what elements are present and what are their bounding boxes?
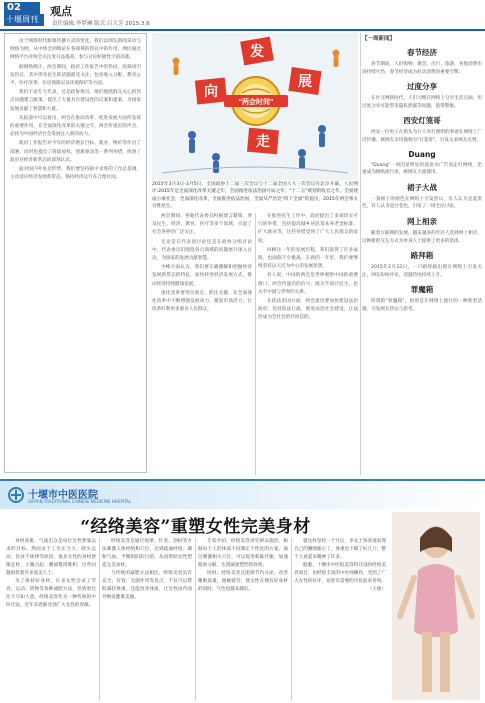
page-number: 02 xyxy=(4,2,40,14)
hospital-name-english: SHIYAN TRADITIONAL CHINESE MEDICINE HOSPITAL xyxy=(28,499,132,504)
page-header xyxy=(0,0,485,30)
column-divider xyxy=(255,213,256,475)
article-column-1 xyxy=(6,538,96,701)
middle-paragraph: 回顾这一年的发展历程，我们取得了许多成绩，也面临不少挑战。在新的一年里，我们要继续坚持以人民为中心的发展思想。 xyxy=(258,247,358,270)
middle-column-b xyxy=(258,213,358,475)
left-column xyxy=(4,33,147,473)
weekly-news-tag: 【一周新闻】 xyxy=(362,36,396,42)
sign-label: 发 xyxy=(250,44,264,60)
header-rule xyxy=(0,29,485,31)
news-item-title: 裙子大战 xyxy=(407,182,437,192)
two-sessions-illustration xyxy=(152,33,358,180)
article-paragraph: 身材高挑、气质出众是每位女性梦寐以求的目标。然而由于工作压力大、缺少运动、饮食不规律等原因，很多女性的身材逐渐走样，小腹凸起、腰部赘肉堆积，这些问题困扰着许多爱美人士。 xyxy=(6,539,96,576)
news-item-title: Duang xyxy=(408,149,436,159)
hospital-banner xyxy=(0,479,485,509)
news-item-body: "Duang"一词因某明星的洗发水广告而走红网络，迅速成为网络流行语，被网友大量使用。 xyxy=(362,162,482,176)
news-item-body: 春节期间，人们购物、聚会、出行、旅游，各地消费市场持续火热，春节经济成为拉动消费的重要引擎。 xyxy=(362,62,482,75)
article-column-4 xyxy=(294,538,386,701)
left-paragraph: 政府工作报告对今年的经济增长目标、就业、物价等作出了部署，同时也提出了简政放权、创新驱动等一系列举措，体现了政府对经济新常态的深刻认识。 xyxy=(10,141,141,163)
hospital-name: 十堰市中医医院 xyxy=(28,490,98,501)
news-item-title: 春节经济 xyxy=(407,48,437,57)
column-divider xyxy=(291,538,292,701)
article-paragraph: 就这样坚持一个月后，李女士惊喜地发现自己的腰围缩小了，体重也下降了好几斤，整个人看起来精神了许多。 xyxy=(294,539,386,560)
middle-column-a xyxy=(152,213,252,475)
middle-paragraph: 有人说，中国的两会是世界观察中国的重要窗口，两会传递出的信号，既关乎国计民生，也关乎中国与世界的关系。 xyxy=(258,273,358,295)
news-item-title: 过度分享 xyxy=(407,82,437,92)
section-title: 观点 xyxy=(50,5,72,18)
weekly-news-column xyxy=(362,32,482,476)
left-paragraph: 据网络统计，两会期间，政府工作报告中的热词、高频词引发热议，其中涉及民生的话题最受关注，包括收入分配、教育公平、医疗改革、住房保障以及环境保护等方面。 xyxy=(10,64,141,87)
article-column-3 xyxy=(198,538,288,701)
middle-paragraph: 两会期间，各地代表委员积极建言献策，涉及民生、经济、教育、医疗等多个领域，引起了社会各界的广泛关注。 xyxy=(152,214,252,236)
middle-paragraph: 少峰方面认为，我们要正确理解和把握经济发展新常态的特征，加快转变经济发展方式，推动经济持续健康发展。 xyxy=(152,265,252,287)
article-paragraph: 经络美容是通过按摩、针灸、刮痧等方法刺激人体经络和穴位，达到疏通经络、调和气血、平衡阴阳的目的，从而帮助女性塑造完美身材。 xyxy=(102,539,192,568)
news-item-body: 2015年2月22日，一只路拜箱出现在网络上引发关注，网友纷纷评论，话题热度持续上升。 xyxy=(362,265,482,278)
news-item-title: 网上相亲 xyxy=(407,216,437,226)
editor-credit: 责任编辑:李梦琳 版式:吕大芳 2015.3.6 xyxy=(52,21,150,27)
news-item-body: 随着互联网的发展，越来越多的年轻人选择网上相亲，这种新的交友方式为单身人士提供了更多的选择。 xyxy=(362,230,482,244)
news-item-body: 所谓的"罪魔箱"，指的是在网络上流行的一种新型话题，引发网友热议与思考。 xyxy=(362,299,482,312)
article-paragraph: 为了保持好身材，许多女性尝试了节食、运动、药物等各种减肥方法，但效果往往不尽如人意。经络美容作为一种传统的中医疗法，近年来逐渐受到广大女性的青睐。 xyxy=(6,579,96,608)
banner-text: "两会时间" xyxy=(238,98,274,106)
left-paragraph: 由于网络时代新闻传播方式的变化，我们以网友新闻采访与网络为例，从中体会到舆论在各领域的热议中的作用。网民通过网络平台对两会关注度日益提高，参与讨论积极性空前高涨。 xyxy=(10,39,141,61)
article-paragraph: 据悉，十堰市中医院美容科开设的经络美容项目，由经验丰富的中医师操作，受到了广大女性的好评，欢迎有需要的市民前来咨询。 xyxy=(294,563,386,584)
news-item-body: 在社交网络时代，人们习惯在网络上分享生活点滴，但过度分享可能带来隐私泄露等问题，值得警惕。 xyxy=(362,96,482,109)
sign-label: 向 xyxy=(204,84,218,100)
column-divider xyxy=(195,538,196,701)
article-column-2 xyxy=(102,538,192,701)
news-item-body: 一条裙子的颜色在网络上引发热议，有人认为是蓝黑色，有人认为是白金色，引发了一场全民讨论。 xyxy=(362,196,482,210)
article-paragraph: 同时，经络美容还能调节内分泌，改善睡眠质量，缓解疲劳，使女性在拥有好身材的同时，气色也越来越好。 xyxy=(198,571,288,592)
left-paragraph: 面对国内外复杂形势，我们要坚持稳中求进的工作总基调，主动适应经济发展新常态，保持经济运行在合理区间。 xyxy=(10,167,141,181)
article-headline: “经络美容”重塑女性完美身材 xyxy=(80,517,311,537)
column-divider xyxy=(360,33,361,475)
sign-label: 展 xyxy=(298,74,312,90)
middle-paragraph: 在依法治国方面，两会提出要加快建设法治政府，坚持依法行政，推进法治社会建设，让法治成为全社会的共同信仰。 xyxy=(258,299,358,321)
paper-name: 十堰周刊 xyxy=(4,14,44,26)
middle-paragraph: 无论是在代表团讨论还是在政协分组讨论中，代表委员们围绕各自领域的问题展开深入讨论，为国家的发展贡献智慧。 xyxy=(152,239,252,262)
news-item-title: 罪魔箱 xyxy=(410,285,434,295)
news-item-title: 路拜箱 xyxy=(410,251,434,261)
article-paragraph: 专家介绍，经络美容讲究辨证施治，根据每个人的体质不同制定个性化的方案。通过刺激相关穴位，可以促进新陈代谢，加速脂肪分解，达到减重塑形的效果。 xyxy=(198,539,288,568)
news-item-title: 西安灯笼哥 xyxy=(403,116,441,126)
article-photo xyxy=(392,512,480,700)
news-item-body: 西安一位男子在街头为行人举灯照明的事迹在网络上广泛传播，被网友亲切地称为"灯笼哥"，引发众多网友点赞。 xyxy=(362,130,482,143)
column-divider xyxy=(99,538,100,701)
medical-cross-icon xyxy=(8,487,24,503)
middle-paragraph: 在推进民生工作中，政府提出了多项切实可行的举措，包括提高城乡居民基本养老金标准、扩大就业等，这些举措受到了广大人民群众的欢迎。 xyxy=(258,214,358,244)
author-signature: （王惠） xyxy=(367,587,386,592)
left-paragraph: 我们不论专大代表，还是政协委员，他们围绕群众关心的热点问题建言献策，提出了大量具有建设性的议案和提案，为国家发展贡献了智慧和力量。 xyxy=(10,90,141,112)
illustration-caption: 2015年3月3日-3月5日，全国政协十二届三次会议与十二届全国人大三次会议在北京开幕，人民网评:2015年是全面深化改革关键之年，全面推进依法治国开局之年。"十二五"规划的收官之年。全面建成小康社会，全面深化改革，全面推进依法治国，全面从严治党"四个全面"的提出，2015年两会事关百姓民生。 xyxy=(152,182,358,210)
left-paragraph: 从报道中可以看出，两会在推动改革、促进发展方面所发挥的重要作用。在全面深化改革的关键之年，两会传递出的声音，必将为中国经济社会发展注入新的动力。 xyxy=(10,115,141,138)
middle-paragraph: 深化改革要突出重点、抓住关键，在全面深化改革中不断增强发展动力，激发市场活力，让改革红利更多惠及人民群众。 xyxy=(152,290,252,313)
sign-label: 走 xyxy=(256,134,270,150)
article-paragraph: 与传统的减肥方法相比，经络美容具有安全、有效、无副作用等优点，不仅可以帮助减轻体重，还能改善体质，让女性由内而外焕发健康美丽。 xyxy=(102,571,192,600)
